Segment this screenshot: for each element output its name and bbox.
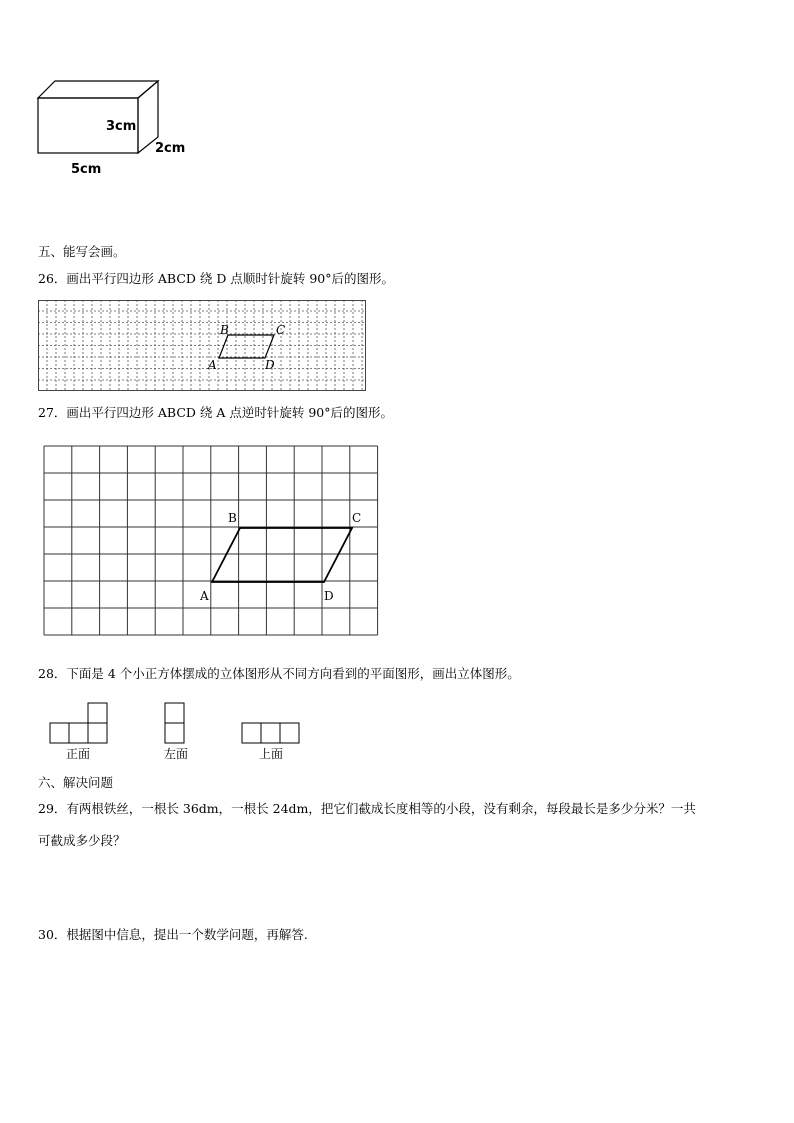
q27-parallelogram <box>212 528 352 582</box>
question-26-text: 26．画出平行四边形 ABCD 绕 D 点顺时针旋转 90°后的图形。 <box>38 271 394 286</box>
question-28-text: 28．下面是 4 个小正方体摆成的立体图形从不同方向看到的平面图形，画出立体图形。 <box>38 666 520 681</box>
front-view-figure <box>48 702 108 744</box>
left-view-figure <box>164 702 186 744</box>
question-30-text: 30．根据图中信息，提出一个数学问题，再解答. <box>38 927 308 942</box>
q26-label-b: B <box>220 323 229 337</box>
top-view-figure <box>240 722 302 744</box>
q26-label-c: C <box>276 323 286 337</box>
question-27-text: 27．画出平行四边形 ABCD 绕 A 点逆时针旋转 90°后的图形。 <box>38 405 393 420</box>
cuboid-length-label: 5cm <box>71 162 102 177</box>
left-view-label: 左面 <box>163 747 188 761</box>
q27-label-b: B <box>228 511 237 525</box>
cuboid-depth-label: 2cm <box>155 141 186 156</box>
q26-label-d: D <box>265 358 275 372</box>
question-29-line-2: 可截成多少段？ <box>38 833 126 848</box>
cuboid-top-face <box>38 81 158 98</box>
q26-label-a: A <box>208 358 217 372</box>
q27-label-a: A <box>200 589 209 603</box>
q27-label-d: D <box>324 589 334 603</box>
front-view-label: 正面 <box>65 747 90 761</box>
section-6-heading: 六、解决问题 <box>38 775 114 790</box>
q26-dotted-grid <box>38 300 366 392</box>
q27-label-c: C <box>352 511 362 525</box>
question-29-line-1: 29．有两根铁丝，一根长 36dm，一根长 24dm，把它们截成长度相等的小段，没有剩余，每段最长是多少分米？一共 <box>38 801 696 816</box>
q26-parallelogram <box>219 335 274 358</box>
top-view-label: 上面 <box>258 747 283 761</box>
q27-square-grid <box>44 446 380 638</box>
cuboid-height-label: 3cm <box>106 119 137 134</box>
section-5-heading: 五、能写会画。 <box>38 244 126 259</box>
